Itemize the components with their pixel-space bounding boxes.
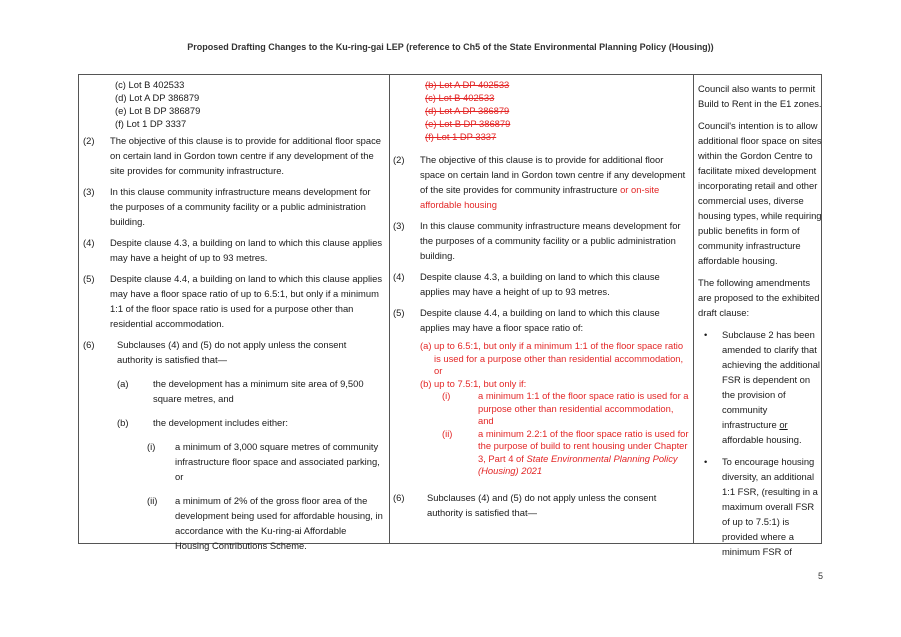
subclause-text: In this clause community infrastructure means development for the purposes of a community facility or a public administration building. <box>420 220 681 261</box>
subparagraph-number: (i) <box>442 390 451 401</box>
paragraph-text: the development includes either: <box>153 417 288 428</box>
subparagraph-text: a minimum 2.2:1 of the floor space ratio is used for the purpose of build to rent housing under Chapter 3, Part 4 of State Environmental Planning Policy (Housing) 2021 <box>478 427 689 476</box>
subclause-text: Despite clause 4.4, a building on land to which this clause applies may have a floor space ratio of: <box>420 307 660 333</box>
lot-item: (c) Lot B 402533 <box>115 79 185 90</box>
paragraph-a <box>393 340 689 378</box>
inserted-text: or on-site affordable housing <box>420 184 660 210</box>
subclause-3 <box>393 218 689 263</box>
paragraph-number: (b) <box>117 417 129 428</box>
subparagraph-i <box>393 390 689 428</box>
subclause-text: Subclauses (4) and (5) do not apply unless the consent authority is satisfied that— <box>427 491 657 518</box>
deleted-lot-item: (b) Lot A DP 402533 <box>425 79 510 90</box>
existing-clause-column <box>83 75 383 553</box>
subclause-2 <box>83 133 383 178</box>
page-number: 5 <box>818 571 824 581</box>
lot-item: (e) Lot B DP 386879 <box>115 105 201 116</box>
subclause-number: (6) <box>83 339 95 350</box>
subclause-number: (5) <box>83 273 95 284</box>
subclause-text: Despite clause 4.3, a building on land to which this clause applies may have a height of up to 93 metres. <box>420 271 660 297</box>
paragraph-number: (a) <box>420 340 432 351</box>
subclause-5 <box>393 305 689 335</box>
lot-item: (d) Lot A DP 386879 <box>115 92 200 103</box>
subparagraph-number: (i) <box>147 441 156 452</box>
subparagraph-text: a minimum of 2% of the gross floor area of the development being used for affordable housing, in accordance with the Ku-ring-ai Affordable Housing Contributions Scheme. <box>175 495 383 551</box>
comment-intention: Council's intention is to allow additional floor space on sites within the Gordon Centre to facilitate mixed development incorporating retail and other commercial uses, diverse housing types, while requiring public benefits in form of community infrastructure affordable housing. <box>698 120 822 266</box>
paragraph-number: (a) <box>117 378 129 389</box>
subclause-number: (5) <box>393 307 405 318</box>
comment-amendments-intro: The following amendments are proposed to the exhibited draft clause: <box>698 277 820 318</box>
lot-item: (f) Lot 1 DP 3337 <box>115 118 187 129</box>
paragraph-b <box>393 378 689 391</box>
subclause-text: The objective of this clause is to provide for additional floor space on certain land in Gordon town centre if any development of the site provides for community infrastructure or on-site affordable housing <box>420 154 686 210</box>
subparagraph-text: a minimum of 3,000 square metres of community infrastructure floor space and associated parking, or <box>175 441 380 482</box>
subclause-number: (3) <box>393 220 405 231</box>
comment-build-to-rent: Council also wants to permit Build to Rent in the E1 zones. <box>698 83 822 109</box>
deleted-lot-item: (e) Lot B DP 386879 <box>425 118 511 129</box>
comparison-table <box>78 74 822 557</box>
subclause-number: (4) <box>83 237 95 248</box>
subclause-3 <box>83 184 383 229</box>
deleted-lot-item: (c) Lot B 402533 <box>425 92 495 103</box>
subparagraph-number: (ii) <box>442 427 453 439</box>
subclause-number: (6) <box>393 491 405 503</box>
bullet-item <box>698 327 822 447</box>
subclause-5 <box>83 271 383 331</box>
paragraph-text: up to 6.5:1, but only if a minimum 1:1 of the floor space ratio is used for a purpose other than residential accommodation, or <box>434 340 684 376</box>
subparagraph-number: (ii) <box>147 495 158 506</box>
bullet-icon: • <box>704 329 708 340</box>
subclause-number: (4) <box>393 271 405 282</box>
paragraph-a <box>83 376 383 406</box>
deleted-lot-item: (d) Lot A DP 386879 <box>425 105 510 116</box>
paragraph-b <box>83 415 383 430</box>
paragraph-text: the development has a minimum site area of 9,500 square metres, and <box>153 378 364 404</box>
column-divider-2 <box>693 75 694 543</box>
lot-list <box>83 75 383 130</box>
subclause-6 <box>393 490 689 520</box>
proposed-clause-column <box>393 75 689 520</box>
subparagraph-ii <box>83 493 383 553</box>
comments-column <box>698 75 822 559</box>
subclause-6 <box>83 337 383 367</box>
bullet-text: To encourage housing diversity, an additional 1:1 FSR, (resulting in a maximum overall FSR of up to 7.5:1) is provided where a minimum FSR of <box>722 456 818 557</box>
subclause-number: (2) <box>393 154 405 165</box>
subclause-4 <box>83 235 383 265</box>
subclause-text: The objective of this clause is to provide for additional floor space on certain land in Gordon town centre if any development of the site provides for community infrastructure. <box>110 135 381 176</box>
subclause-text: Subclauses (4) and (5) do not apply unless the consent authority is satisfied that— <box>117 339 347 365</box>
bullet-item <box>698 454 822 559</box>
subparagraph-ii <box>393 428 689 478</box>
subclause-number: (2) <box>83 135 95 146</box>
subparagraph-i <box>83 439 383 484</box>
deleted-lot-item: (f) Lot 1 DP 3337 <box>425 131 497 142</box>
subclause-text: Despite clause 4.4, a building on land to which this clause applies may have a floor space ratio of up to 6.5:1, but only if a minimum 1:1 of the floor space ratio is used for a purpose other than residential accommodation. <box>110 273 383 329</box>
paragraph-number: (b) <box>420 377 432 389</box>
inserted-fsr-options <box>393 340 689 478</box>
bullet-text: Subclause 2 has been amended to clarify that achieving the additional FSR is dependent on the provision of community infrastructure or affordable housing. <box>722 329 820 445</box>
subclause-number: (3) <box>83 186 95 197</box>
deleted-lot-list <box>393 75 689 143</box>
subparagraph-text: a minimum 1:1 of the floor space ratio is used for a purpose other than residential accommodation, and <box>478 390 689 426</box>
page-header: Proposed Drafting Changes to the Ku-ring-gai LEP (reference to Ch5 of the State Environmental Planning Policy (Housing)) <box>187 42 714 52</box>
subclause-2 <box>393 152 689 212</box>
subclause-text: In this clause community infrastructure means development for the purposes of a community facility or a public administration building. <box>110 186 371 227</box>
subclause-4 <box>393 269 689 299</box>
bullet-icon: • <box>704 456 708 467</box>
subclause-text: Despite clause 4.3, a building on land to which this clause applies may have a height of up to 93 metres. <box>110 237 383 263</box>
paragraph-text: up to 7.5:1, but only if: <box>434 377 527 389</box>
column-divider-1 <box>389 75 390 543</box>
